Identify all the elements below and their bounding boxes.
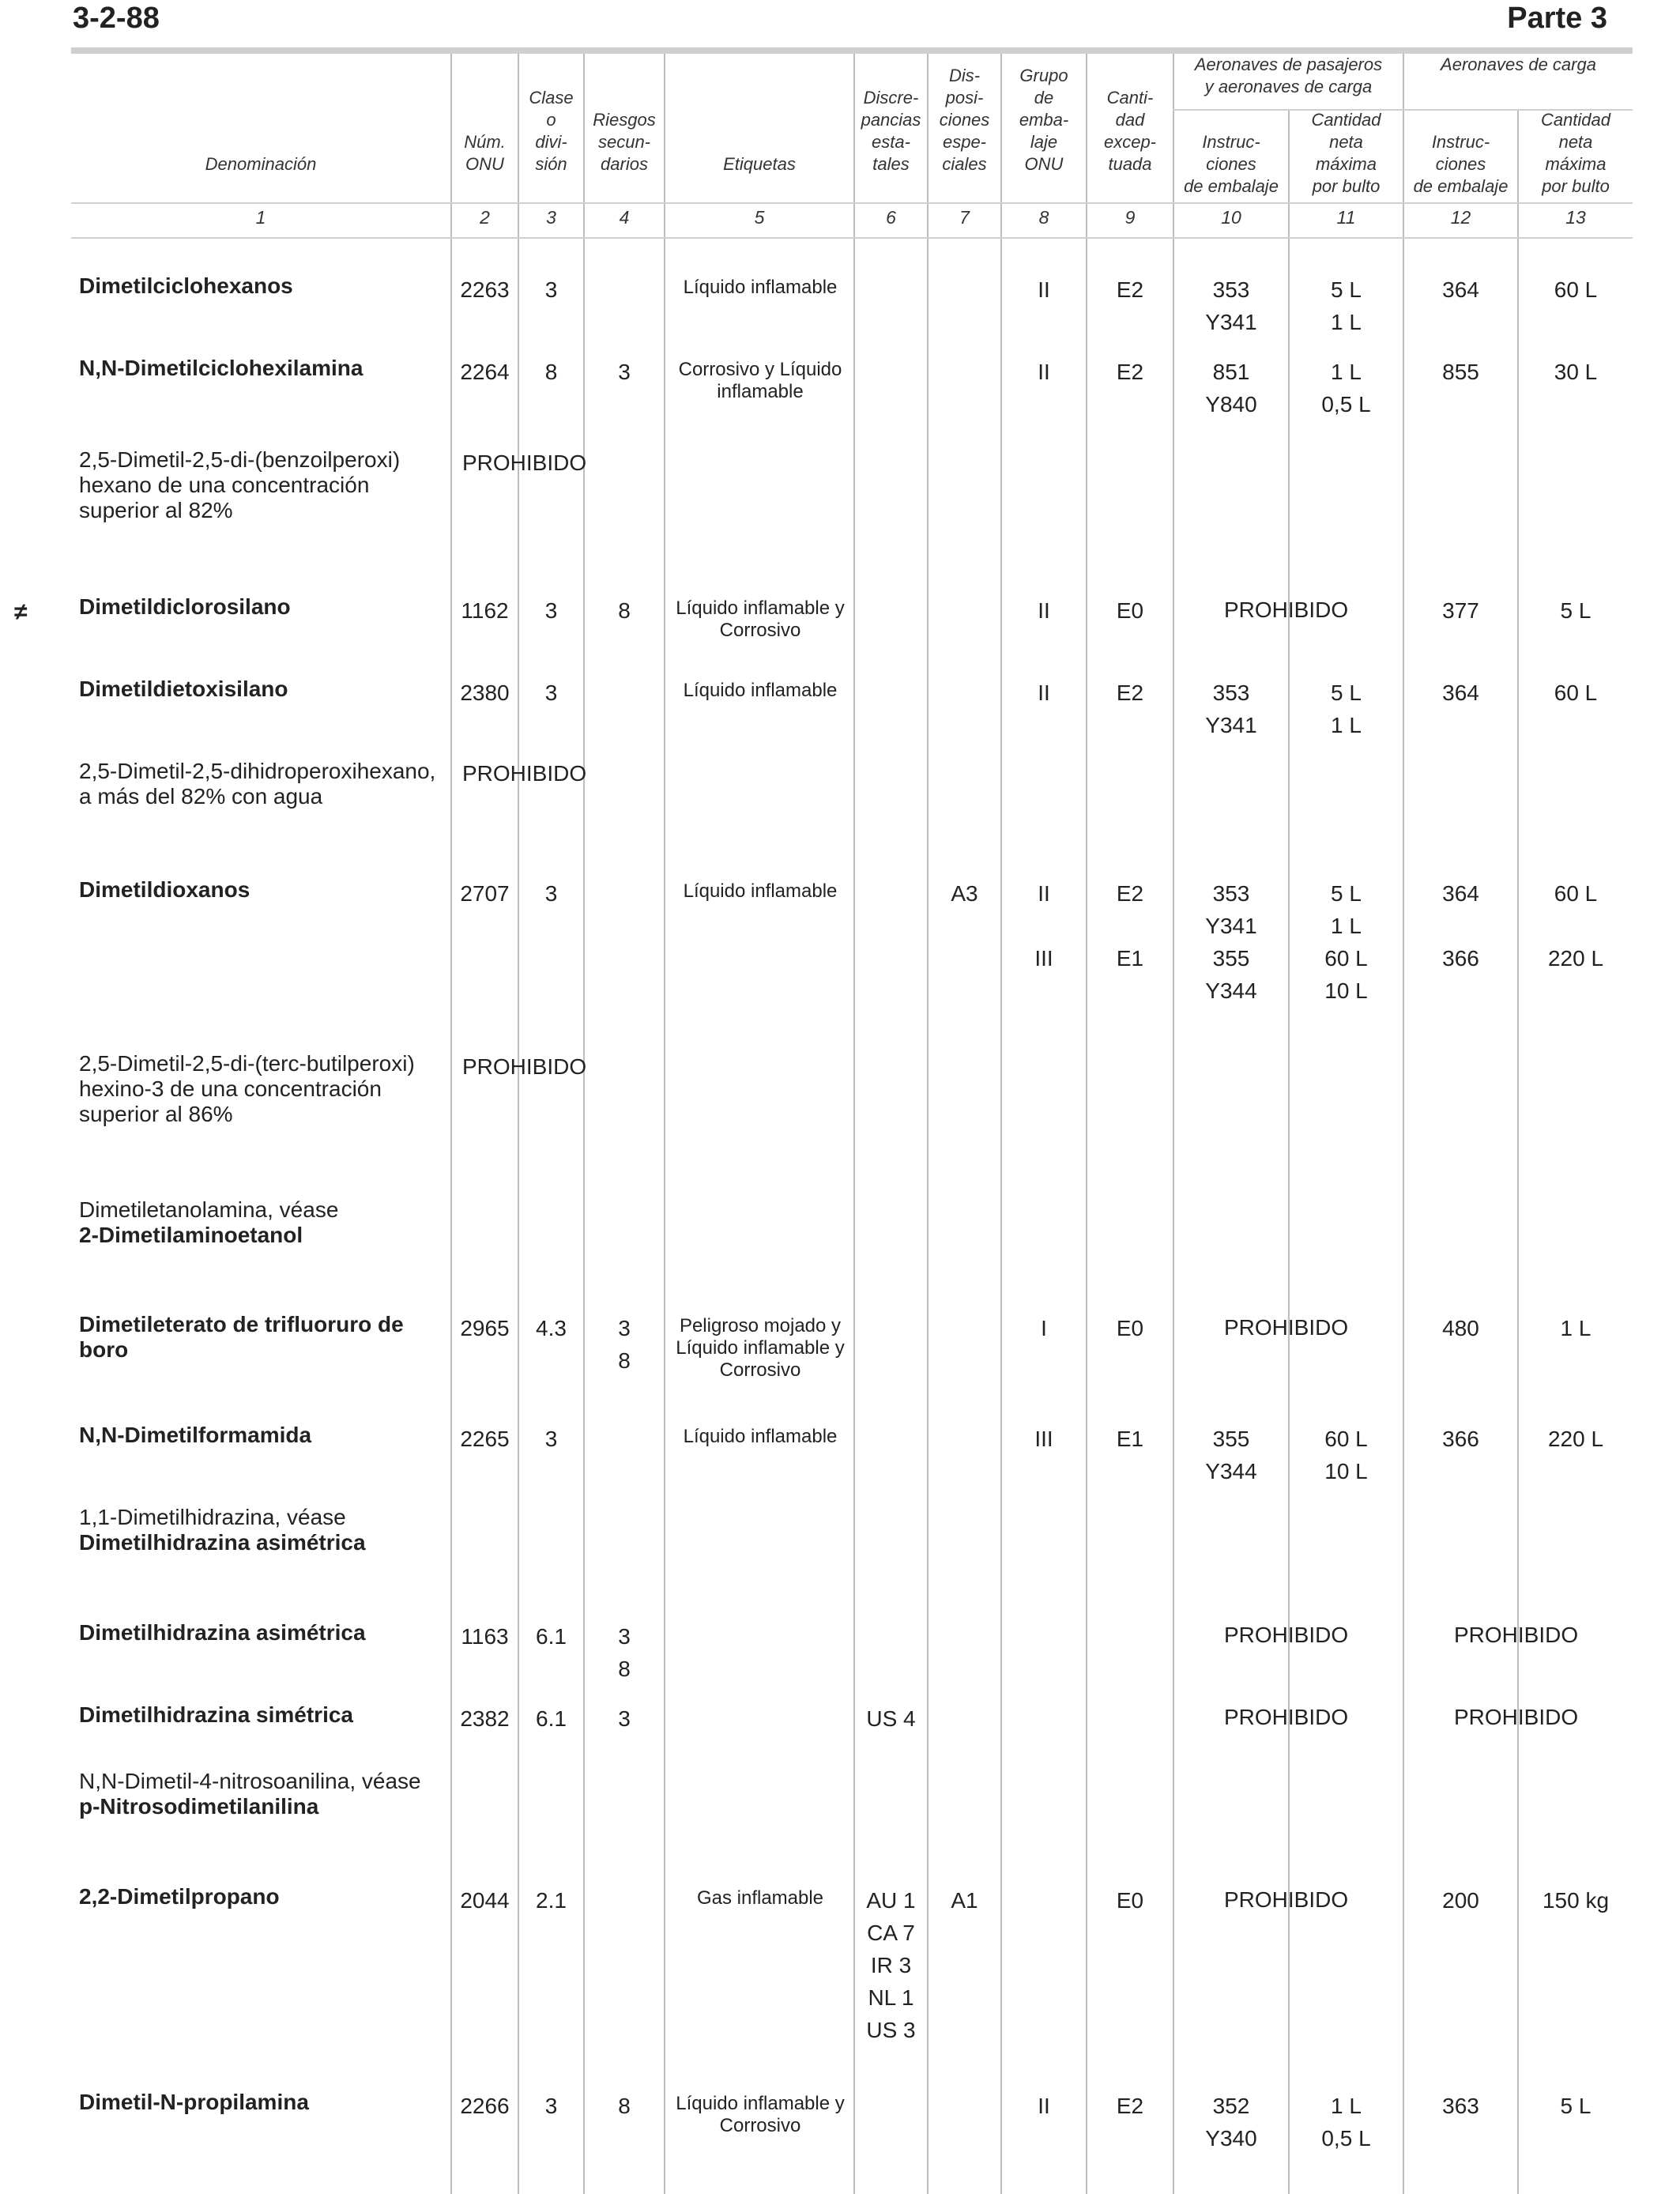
row-disposiciones: A3 bbox=[951, 881, 978, 906]
row-clase: 3 bbox=[544, 2094, 558, 2118]
col-header-num-onu: Núm. ONU bbox=[464, 132, 506, 174]
row-cant-pasajeros: 5 L 1 L bbox=[1331, 680, 1362, 737]
row-name: Dimetilciclohexanos bbox=[79, 273, 293, 298]
row-cant-pasajeros: 5 L 1 L bbox=[1331, 277, 1362, 334]
row-etiquetas: Corrosivo y Líquido inflamable bbox=[678, 359, 842, 402]
row-name: Dimetilhidrazina asimétrica bbox=[79, 1620, 366, 1645]
row-onu: 2707 bbox=[460, 881, 510, 906]
row-cant-carga: 1 L bbox=[1560, 1316, 1591, 1340]
col-divider bbox=[1288, 111, 1290, 2194]
row-cant-pasajeros: 5 L 1 L 60 L 10 L bbox=[1324, 881, 1368, 1003]
row-prohibido-carga: PROHIBIDO bbox=[1454, 1705, 1579, 1729]
col-header-etiquetas: Etiquetas bbox=[723, 154, 796, 174]
colnum-bottom-rule bbox=[71, 237, 1633, 239]
row-cant-carga: 60 L bbox=[1554, 680, 1598, 705]
col-header-cantidad-carga: Cantidad neta máxima por bulto bbox=[1540, 110, 1611, 196]
row-name: Dimetilhidrazina simétrica bbox=[79, 1702, 354, 1727]
row-prohibido: PROHIBIDO bbox=[462, 1054, 587, 1079]
col-number: 5 bbox=[754, 207, 765, 228]
row-etiquetas: Líquido inflamable y Corrosivo bbox=[676, 598, 845, 641]
row-prohibido: PROHIBIDO bbox=[1224, 1315, 1349, 1340]
row-onu: 2382 bbox=[460, 1706, 510, 1731]
page-part: Parte 3 bbox=[1507, 2, 1607, 35]
row-name-see: N,N-Dimetil-4-nitrosoanilina, véase bbox=[79, 1769, 421, 1793]
row-exceptuada: E2 bbox=[1116, 2094, 1144, 2118]
row-clase: 3 bbox=[544, 881, 558, 906]
row-cant-carga: 220 L bbox=[1547, 1427, 1604, 1451]
row-onu: 2264 bbox=[460, 360, 510, 384]
row-exceptuada: E2 E1 bbox=[1116, 881, 1144, 971]
col-number: 10 bbox=[1221, 207, 1241, 228]
row-disposiciones: A1 bbox=[951, 1888, 978, 1913]
col-header-carga-group: Aeronaves de carga bbox=[1441, 55, 1596, 74]
row-grupo: II bbox=[1038, 360, 1050, 384]
row-riesgo: 3 bbox=[618, 1706, 631, 1731]
row-onu: 2266 bbox=[460, 2094, 510, 2118]
row-name: N,N-Dimetilformamida bbox=[79, 1423, 312, 1447]
row-clase: 3 bbox=[544, 277, 558, 302]
row-discrepancias: AU 1 CA 7 IR 3 NL 1 US 3 bbox=[866, 1888, 916, 2042]
col-header-cantidad-pasajeros: Cantidad neta máxima por bulto bbox=[1311, 110, 1381, 196]
row-name-see: Dimetiletanolamina, véase bbox=[79, 1197, 339, 1222]
row-instr-carga: 364 bbox=[1442, 680, 1479, 705]
col-header-grupo: Grupo de emba- laje ONU bbox=[1019, 66, 1069, 174]
row-etiquetas: Líquido inflamable y Corrosivo bbox=[676, 2093, 845, 2136]
col-number: 4 bbox=[619, 207, 630, 228]
row-instr-carga: 480 bbox=[1442, 1316, 1479, 1340]
row-name: N,N-Dimetilciclohexilamina bbox=[79, 356, 363, 380]
col-header-instrucciones-carga: Instruc- ciones de embalaje bbox=[1413, 132, 1509, 196]
row-prohibido-pasajeros: PROHIBIDO bbox=[1224, 1705, 1349, 1729]
row-grupo: II bbox=[1038, 277, 1050, 302]
col-number: 8 bbox=[1038, 207, 1049, 228]
row-cant-pasajeros: 60 L 10 L bbox=[1324, 1427, 1368, 1483]
row-instr-carga: 200 bbox=[1442, 1888, 1479, 1913]
row-instr-carga: 377 bbox=[1442, 598, 1479, 623]
row-name: Dimetileterato de trifluoruro de boro bbox=[79, 1312, 404, 1362]
row-exceptuada: E2 bbox=[1116, 277, 1144, 302]
row-clase: 6.1 bbox=[536, 1624, 567, 1649]
row-cant-carga: 5 L bbox=[1560, 598, 1591, 623]
row-instr-pasajeros: 851 Y840 bbox=[1205, 360, 1257, 417]
row-cant-carga: 5 L bbox=[1560, 2094, 1591, 2118]
row-name: Dimetildiclorosilano bbox=[79, 594, 291, 619]
row-cant-carga: 60 L bbox=[1554, 277, 1598, 302]
row-instr-carga: 366 bbox=[1442, 1427, 1479, 1451]
row-clase: 8 bbox=[544, 360, 558, 384]
col-header-discrepancias: Discre- pancias esta- tales bbox=[861, 88, 921, 174]
row-cant-carga: 150 kg bbox=[1542, 1888, 1610, 1913]
row-onu: 2965 bbox=[460, 1316, 510, 1340]
row-clase: 3 bbox=[544, 680, 558, 705]
row-cant-pasajeros: 1 L 0,5 L bbox=[1321, 360, 1371, 417]
col-number: 3 bbox=[546, 207, 556, 228]
row-name: Dimetildioxanos bbox=[79, 877, 250, 902]
col-number: 2 bbox=[480, 207, 490, 228]
header-rule bbox=[71, 47, 1633, 54]
row-discrepancias: US 4 bbox=[866, 1706, 916, 1731]
page-code: 3-2-88 bbox=[73, 2, 160, 35]
col-header-disposiciones: Dis- posi- ciones espe- ciales bbox=[939, 66, 990, 174]
col-header-instrucciones-pasajeros: Instruc- ciones de embalaje bbox=[1184, 132, 1279, 196]
row-etiquetas: Líquido inflamable bbox=[683, 880, 838, 902]
row-riesgo: 3 8 bbox=[618, 1624, 631, 1681]
row-grupo: I bbox=[1041, 1316, 1047, 1340]
row-prohibido-pasajeros: PROHIBIDO bbox=[1224, 1623, 1349, 1647]
col-number: 9 bbox=[1124, 207, 1136, 228]
row-instr-pasajeros: 353 Y341 bbox=[1205, 277, 1257, 334]
row-exceptuada: E1 bbox=[1116, 1427, 1144, 1451]
col-header-clase: Clase o divi- sión bbox=[529, 88, 574, 174]
row-onu: 2265 bbox=[460, 1427, 510, 1451]
row-instr-carga: 364 366 bbox=[1442, 881, 1479, 971]
row-clase: 3 bbox=[544, 598, 558, 623]
row-name: 2,5-Dimetil-2,5-dihidroperoxihexano, a más del 82% con agua bbox=[79, 759, 436, 809]
row-name-see: 1,1-Dimetilhidrazina, véase bbox=[79, 1505, 346, 1529]
row-prohibido: PROHIBIDO bbox=[462, 450, 587, 475]
row-onu: 2044 bbox=[460, 1888, 510, 1913]
row-prohibido: PROHIBIDO bbox=[1224, 1887, 1349, 1912]
row-instr-pasajeros: 353 Y341 bbox=[1205, 680, 1257, 737]
row-riesgo: 8 bbox=[618, 2094, 631, 2118]
row-riesgo: 3 8 bbox=[618, 1316, 631, 1373]
row-cant-carga: 30 L bbox=[1554, 360, 1598, 384]
row-clase: 4.3 bbox=[536, 1316, 567, 1340]
row-name: 2,5-Dimetil-2,5-di-(benzoilperoxi) hexano de una concentración superior al 82% bbox=[79, 447, 401, 522]
row-see-reference: p-Nitrosodimetilanilina bbox=[79, 1794, 319, 1819]
row-exceptuada: E0 bbox=[1116, 1888, 1144, 1913]
header-bottom-rule bbox=[71, 202, 1633, 204]
row-grupo: II bbox=[1038, 680, 1050, 705]
row-etiquetas: Peligroso mojado y Líquido inflamable y Corrosivo bbox=[676, 1315, 845, 1381]
col-header-denominacion: Denominación bbox=[205, 154, 317, 174]
row-prohibido-carga: PROHIBIDO bbox=[1454, 1623, 1579, 1647]
col-number: 6 bbox=[886, 207, 896, 228]
col-number: 11 bbox=[1336, 207, 1356, 228]
row-onu: 1162 bbox=[461, 598, 509, 623]
change-marker: ≠ bbox=[14, 599, 28, 625]
row-riesgo: 8 bbox=[618, 598, 631, 623]
col-header-cantidad-exceptuada: Canti- dad excep- tuada bbox=[1103, 88, 1157, 174]
col-number: 13 bbox=[1565, 207, 1586, 228]
row-prohibido: PROHIBIDO bbox=[462, 761, 587, 786]
row-etiquetas: Líquido inflamable bbox=[683, 277, 838, 298]
row-prohibido: PROHIBIDO bbox=[1224, 598, 1349, 622]
row-clase: 2.1 bbox=[536, 1888, 567, 1913]
row-grupo: II III bbox=[1034, 881, 1053, 971]
row-etiquetas: Líquido inflamable bbox=[683, 1426, 838, 1447]
row-riesgo: 3 bbox=[618, 360, 631, 384]
row-name: Dimetildietoxisilano bbox=[79, 677, 288, 701]
row-instr-carga: 364 bbox=[1442, 277, 1479, 302]
row-onu: 2263 bbox=[460, 277, 510, 302]
col-divider bbox=[1517, 111, 1519, 2194]
row-exceptuada: E0 bbox=[1116, 1316, 1144, 1340]
row-etiquetas: Líquido inflamable bbox=[683, 680, 838, 701]
col-divider bbox=[927, 54, 929, 2194]
row-instr-carga: 363 bbox=[1442, 2094, 1479, 2118]
row-instr-pasajeros: 352 Y340 bbox=[1205, 2094, 1257, 2151]
row-exceptuada: E2 bbox=[1116, 680, 1144, 705]
row-clase: 6.1 bbox=[536, 1706, 567, 1731]
row-see-reference: Dimetilhidrazina asimétrica bbox=[79, 1530, 366, 1555]
col-header-pasajeros-group: Aeronaves de pasajeros y aeronaves de carga bbox=[1194, 55, 1383, 96]
row-grupo: II bbox=[1038, 598, 1050, 623]
row-etiquetas: Gas inflamable bbox=[696, 1887, 824, 1909]
row-name: Dimetil-N-propilamina bbox=[79, 2090, 309, 2114]
col-number: 1 bbox=[255, 207, 266, 228]
row-name: 2,2-Dimetilpropano bbox=[79, 1884, 280, 1909]
row-clase: 3 bbox=[544, 1427, 558, 1451]
row-onu: 1163 bbox=[461, 1624, 509, 1649]
col-header-riesgos: Riesgos secun- darios bbox=[593, 110, 656, 174]
row-exceptuada: E2 bbox=[1116, 360, 1144, 384]
row-cant-carga: 60 L 220 L bbox=[1547, 881, 1604, 971]
col-number: 7 bbox=[959, 207, 970, 228]
row-name: 2,5-Dimetil-2,5-di-(terc-butilperoxi) hexino-3 de una concentración superior al 86% bbox=[79, 1051, 415, 1126]
row-see-reference: 2-Dimetilaminoetanol bbox=[79, 1223, 303, 1247]
row-instr-pasajeros: 353 Y341 355 Y344 bbox=[1205, 881, 1257, 1003]
row-instr-pasajeros: 355 Y344 bbox=[1205, 1427, 1257, 1483]
col-number: 12 bbox=[1450, 207, 1471, 228]
row-grupo: II bbox=[1038, 2094, 1050, 2118]
row-cant-pasajeros: 1 L 0,5 L bbox=[1321, 2094, 1371, 2151]
row-instr-carga: 855 bbox=[1442, 360, 1479, 384]
row-onu: 2380 bbox=[460, 680, 510, 705]
row-grupo: III bbox=[1034, 1427, 1053, 1451]
row-exceptuada: E0 bbox=[1116, 598, 1144, 623]
